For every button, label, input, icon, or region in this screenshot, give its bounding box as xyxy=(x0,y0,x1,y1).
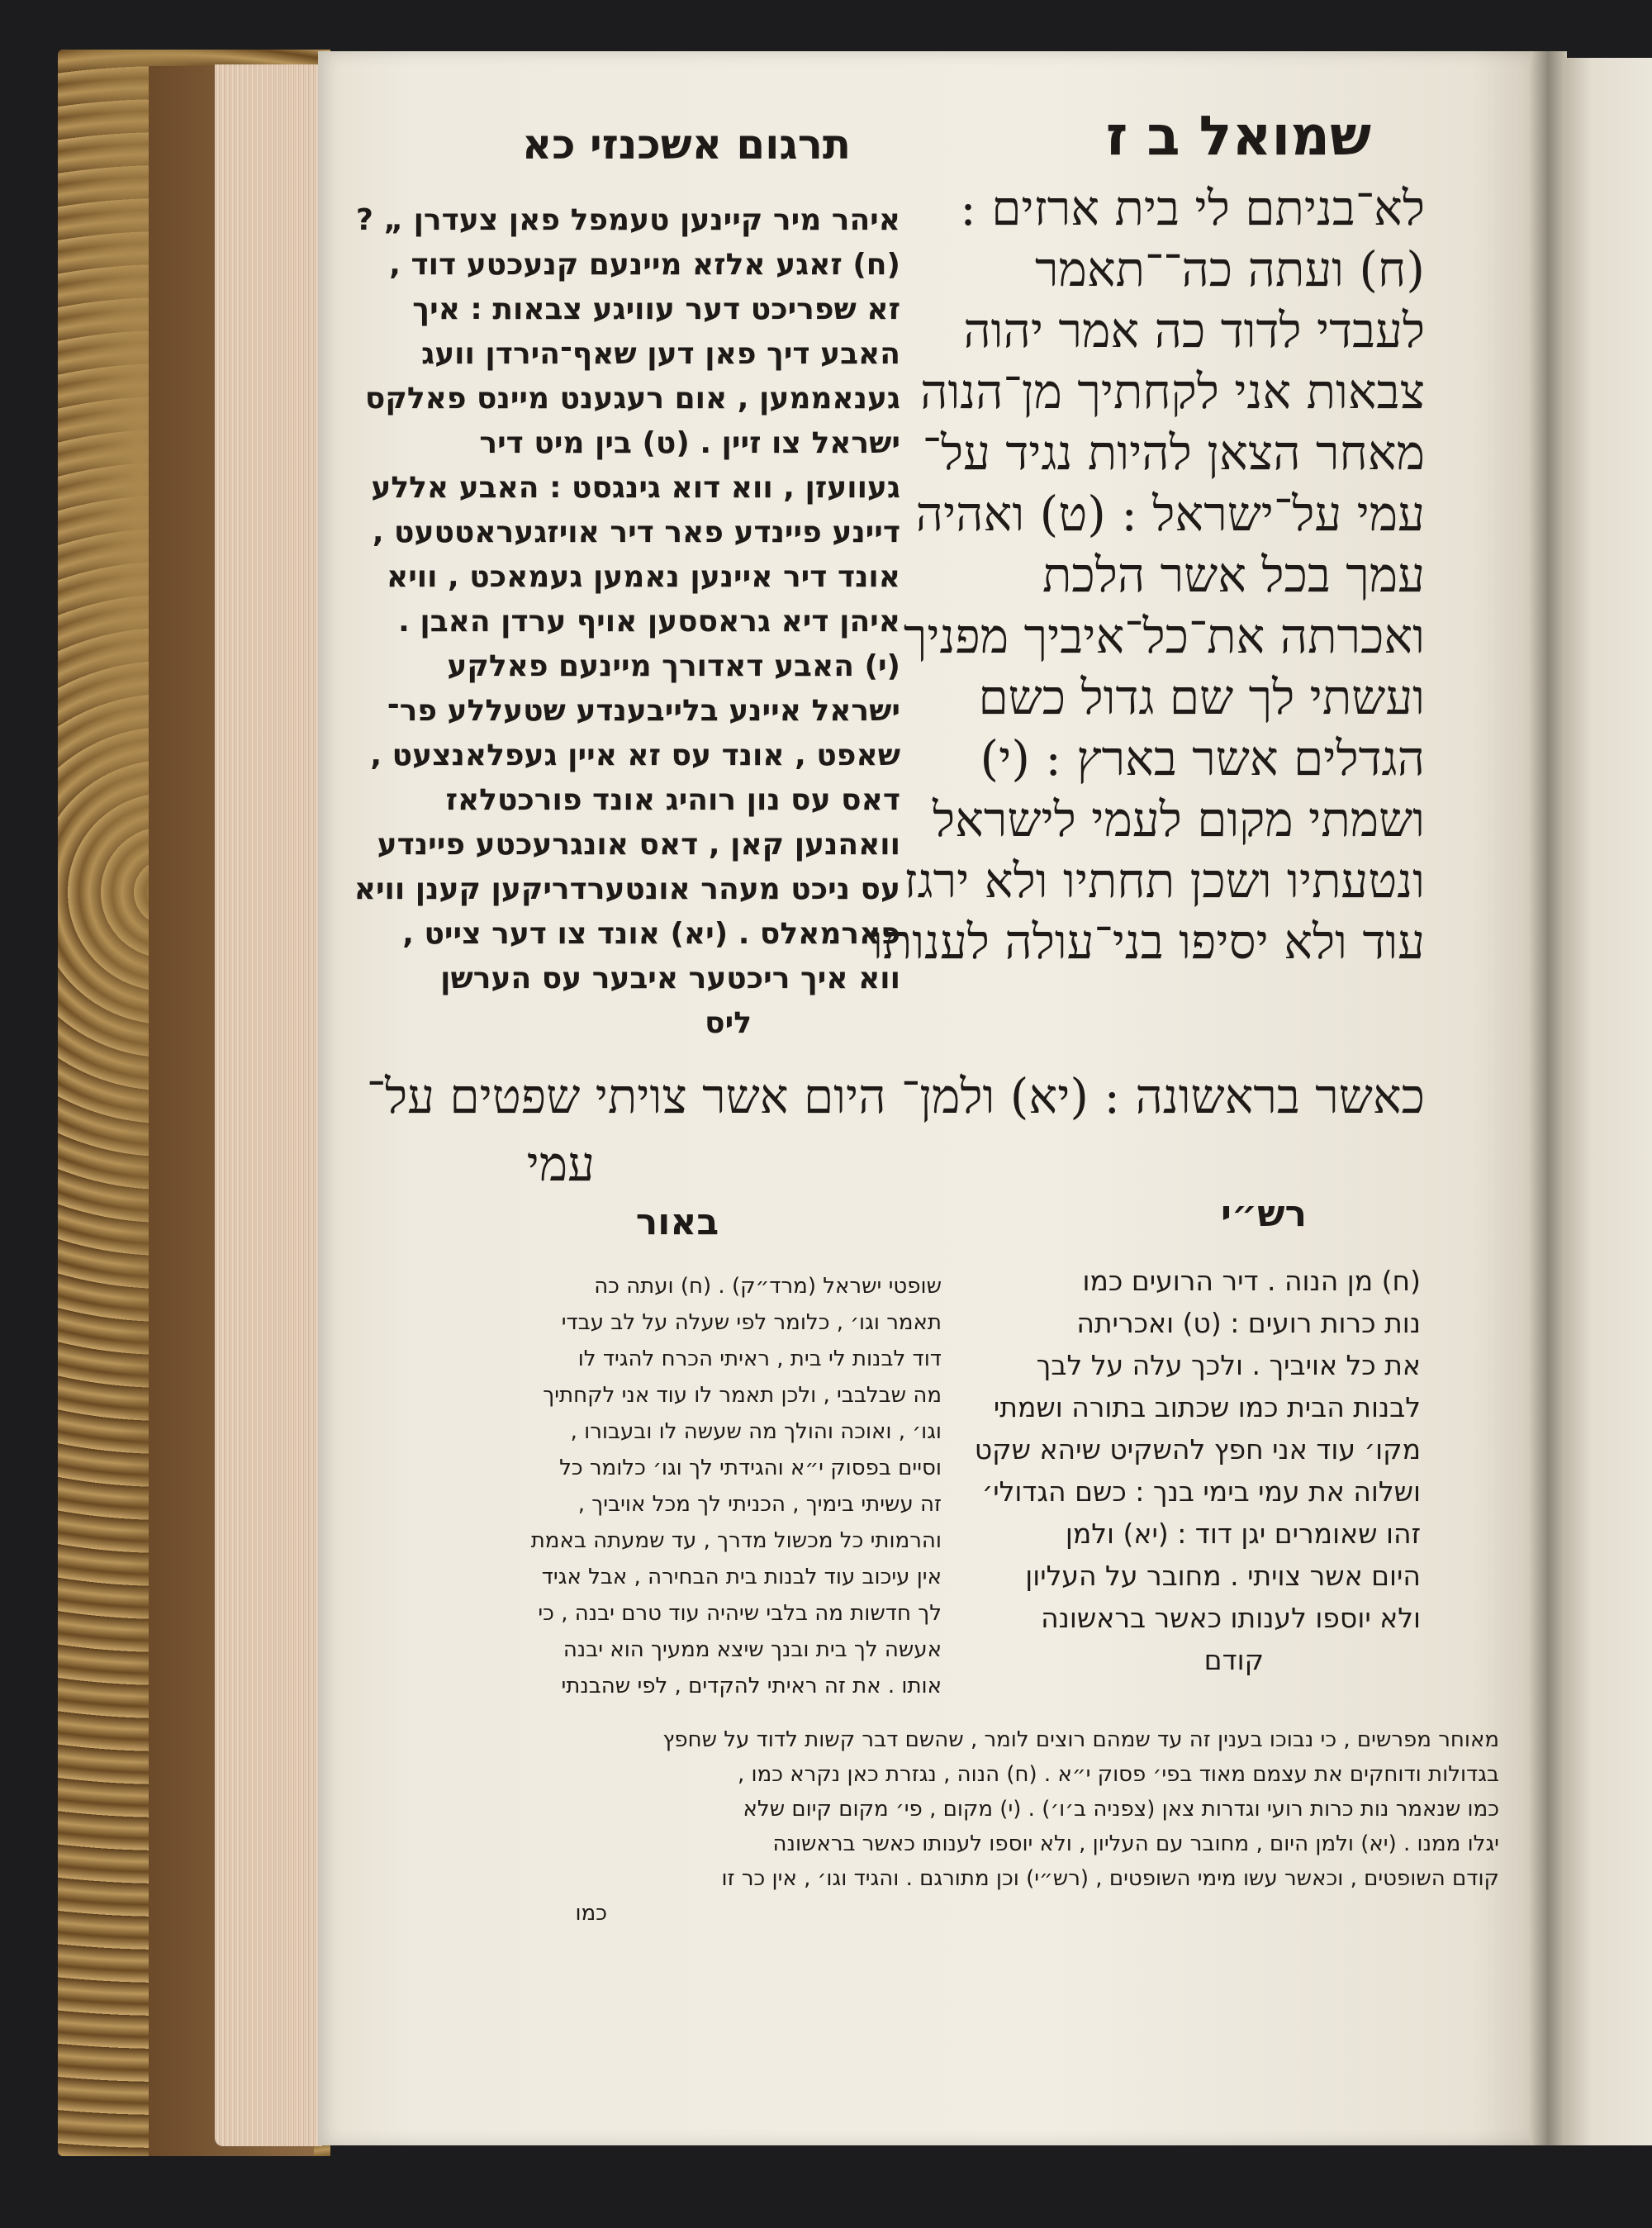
hebrew-line: עוד ולא יסיפו בני־עולה לענותו xyxy=(871,914,1425,970)
book-gutter xyxy=(1530,51,1567,2145)
translation-line: האבע דיך פאן דען שאף־הירדן וועג xyxy=(421,337,900,371)
hebrew-line: ועשתי לך שם גדול כשם xyxy=(978,669,1425,725)
rashi-line: ולא יוספו לענותו כאשר בראשונה xyxy=(1041,1602,1421,1634)
rashi-column xyxy=(966,1260,1421,1722)
running-head-left: תרגום אשכנזי כא xyxy=(521,121,851,169)
biur-line: תאמר וגו׳ , כלומר לפי שעלה על לב עבדי xyxy=(561,1310,942,1335)
translation-line: ישראל איינע בלייבענדע שטעללע פר־ xyxy=(387,694,900,728)
rashi-line: זהו שאומרים יגן דוד : (יא) ולמן xyxy=(1065,1518,1421,1550)
biur-continuation-line: יגלו ממנו . (יא) ולמן היום , מחובר עם העליון , ולא יוספו לענותו כאשר בראשונה xyxy=(772,1831,1499,1856)
translation-line: ליס xyxy=(705,1006,752,1040)
biur-continuation-line: כמו שנאמר נות כרות רועי וגדרות צאן (צפניה ב׳ו׳) . (י) מקום , פי׳ מקום קיום שלא xyxy=(743,1797,1499,1822)
biur-continuation-line: קודם השופטים , וכאשר עשו מימי השופטים , (רש״י) וכן מתורגם . והגיד וגו׳ , אין כר זו xyxy=(721,1866,1499,1891)
rashi-line: קודם xyxy=(1203,1644,1264,1676)
biur-column xyxy=(396,1268,942,1714)
translation-line: ווא איך ריכטער איבער עס הערשן xyxy=(440,962,900,995)
hebrew-line: מאחר הצאן להיות נגיד על־ xyxy=(922,425,1425,481)
biur-line: לך חדשות מה בלבי שיהיה עוד טרם יבנה , כי xyxy=(538,1601,942,1626)
translation-line: אונד דיר איינען נאמען געמאכט , וויא xyxy=(386,560,900,594)
translation-line: געוועזן , ווא דוא גינגסט : האבע אללע xyxy=(371,471,900,505)
rashi-title: רש״י xyxy=(1220,1193,1308,1235)
translation-line: (ח) זאגע אלזא מיינעם קנעכטע דוד , xyxy=(389,248,900,282)
biur-line: אין עיכוב עוד לבנות בית הבחירה , אבל אגיד xyxy=(541,1565,942,1589)
biur-line: מה שבלבבי , ולכן תאמר לו עוד אני לקחתיך xyxy=(543,1383,942,1408)
translation-line: דאס עס נון רוהיג אונד פורכטלאז xyxy=(445,783,900,817)
hebrew-line: עמך בכל אשר הלכת xyxy=(1042,547,1425,603)
rashi-line: (ח) מן הנוה . דיר הרועים כמו xyxy=(1082,1265,1421,1297)
translation-line: איהן דיא גראססען אויף ערדן האבן . xyxy=(398,605,900,639)
biur-continuation-line: בגדולות ודוחקים את עצמם מאוד בפי׳ פסוק י״א . (ח) הנוה , נגזרת כאן נקרא כמו , xyxy=(738,1762,1499,1787)
translation-line: גענאממען , אום רעגענט מיינס פאלקס xyxy=(364,382,900,416)
translation-line: זא שפריכט דער עוויגע צבאות : איך xyxy=(412,292,900,326)
biur-line: זה עשיתי בימיך , הכניתי לך מכל אויביך , xyxy=(577,1492,942,1517)
running-head-right: שמואל ב ז xyxy=(1105,104,1371,168)
translation-line: ישראל צו זיין . (ט) בין מיט דיר xyxy=(479,426,900,460)
translation-column xyxy=(354,198,900,1066)
translation-line: פארמאלס . (יא) אונד צו דער צייט , xyxy=(402,917,900,951)
page-edges xyxy=(215,64,322,2146)
rashi-line: את כל אויביך . ולכך עלה על לבך xyxy=(1036,1349,1421,1381)
hebrew-line: ונטעתיו ושכן תחתיו ולא ירגז xyxy=(904,853,1425,909)
translation-line: דיינע פיינדע פאר דיר אויזגעראטטעט , xyxy=(372,515,900,549)
biur-line: אותו . את זה ראיתי להקדים , לפי שהבנתי xyxy=(561,1674,942,1698)
translation-line: איהר מיר קיינען טעמפל פאן צעדרן „ ? xyxy=(355,203,900,237)
biur-line: וגו׳ , ואוכה והולך מה שעשה לו ובעבורו , xyxy=(570,1419,942,1444)
rashi-line: ושלוה את עמי בימי בנך : כשם הגדולי׳ xyxy=(981,1475,1421,1508)
facing-page-edge xyxy=(1565,58,1652,2145)
rashi-line: נות כרות רועים : (ט) ואכריתה xyxy=(1076,1307,1421,1339)
hebrew-line: עמי על־ישראל : (ט) ואהיה xyxy=(915,486,1425,542)
hebrew-line: ואכרתה את־כל־איביך מפניך xyxy=(903,608,1425,664)
biur-continuation-line: כמו xyxy=(575,1901,607,1926)
biur-continuation-line: מאוחר מפרשים , כי נבוכו בענין זה עד שמהם רוצים לומר , שהשם דבר קשות לדוד על שחפץ xyxy=(662,1727,1499,1752)
hebrew-line: לעבדי לדוד כה אמר יהוה xyxy=(963,302,1425,359)
hebrew-line: צבאות אני לקחתיך מן־הנוה xyxy=(920,363,1425,420)
biur-line: דוד לבנות לי בית , ראיתי הכרח להגיד לו xyxy=(577,1347,942,1371)
hebrew-tail-word: עמי xyxy=(526,1136,595,1192)
hebrew-full-width-line: כאשר בראשונה : (יא) ולמן־ היום אשר צויתי שפטים על־ xyxy=(366,1068,1425,1124)
hebrew-line: לא־בניתם לי בית ארזים : xyxy=(960,180,1425,236)
hebrew-line: ושמתי מקום לעמי לישראל xyxy=(932,791,1425,848)
biur-line: שופטי ישראל (מרד״ק) . (ח) ועתה כה xyxy=(594,1274,942,1299)
biur-line: והרמותי כל מכשול מדרך , עד שמעתה באמת xyxy=(530,1528,942,1553)
translation-line: עס ניכט מעהר אונטערדריקען קענן וויא xyxy=(354,872,900,906)
translation-line: (י) האבע דאדורך מיינעם פאלקע xyxy=(447,649,900,683)
biur-line: אעשה לך בית ובנך שיצא ממעיך הוא יבנה xyxy=(563,1637,942,1662)
biur-title: באור xyxy=(635,1201,719,1243)
hebrew-text-column xyxy=(871,178,1425,1037)
rashi-line: מקו׳ עוד אני חפץ להשקיט שיהא שקט xyxy=(974,1433,1421,1466)
hebrew-line: (ח) ועתה כה־־תאמר xyxy=(1034,241,1425,297)
hebrew-line: הגדלים אשר בארץ : (י) xyxy=(980,730,1425,786)
rashi-line: היום אשר צויתי . מחובר על העליון xyxy=(1025,1560,1421,1592)
rashi-line: לבנות הבית כמו שכתוב בתורה ושמתי xyxy=(993,1391,1421,1423)
translation-line: וואהנען קאן , דאס אונגרעכטע פיינדע xyxy=(377,828,900,862)
biur-line: וסיים בפסוק י״א והגידתי לך וגו׳ כלומר כל xyxy=(559,1456,942,1480)
biur-continuation xyxy=(496,1722,1499,1945)
translation-line: שאפט , אונד עס זא איין געפלאנצעט , xyxy=(370,739,900,772)
